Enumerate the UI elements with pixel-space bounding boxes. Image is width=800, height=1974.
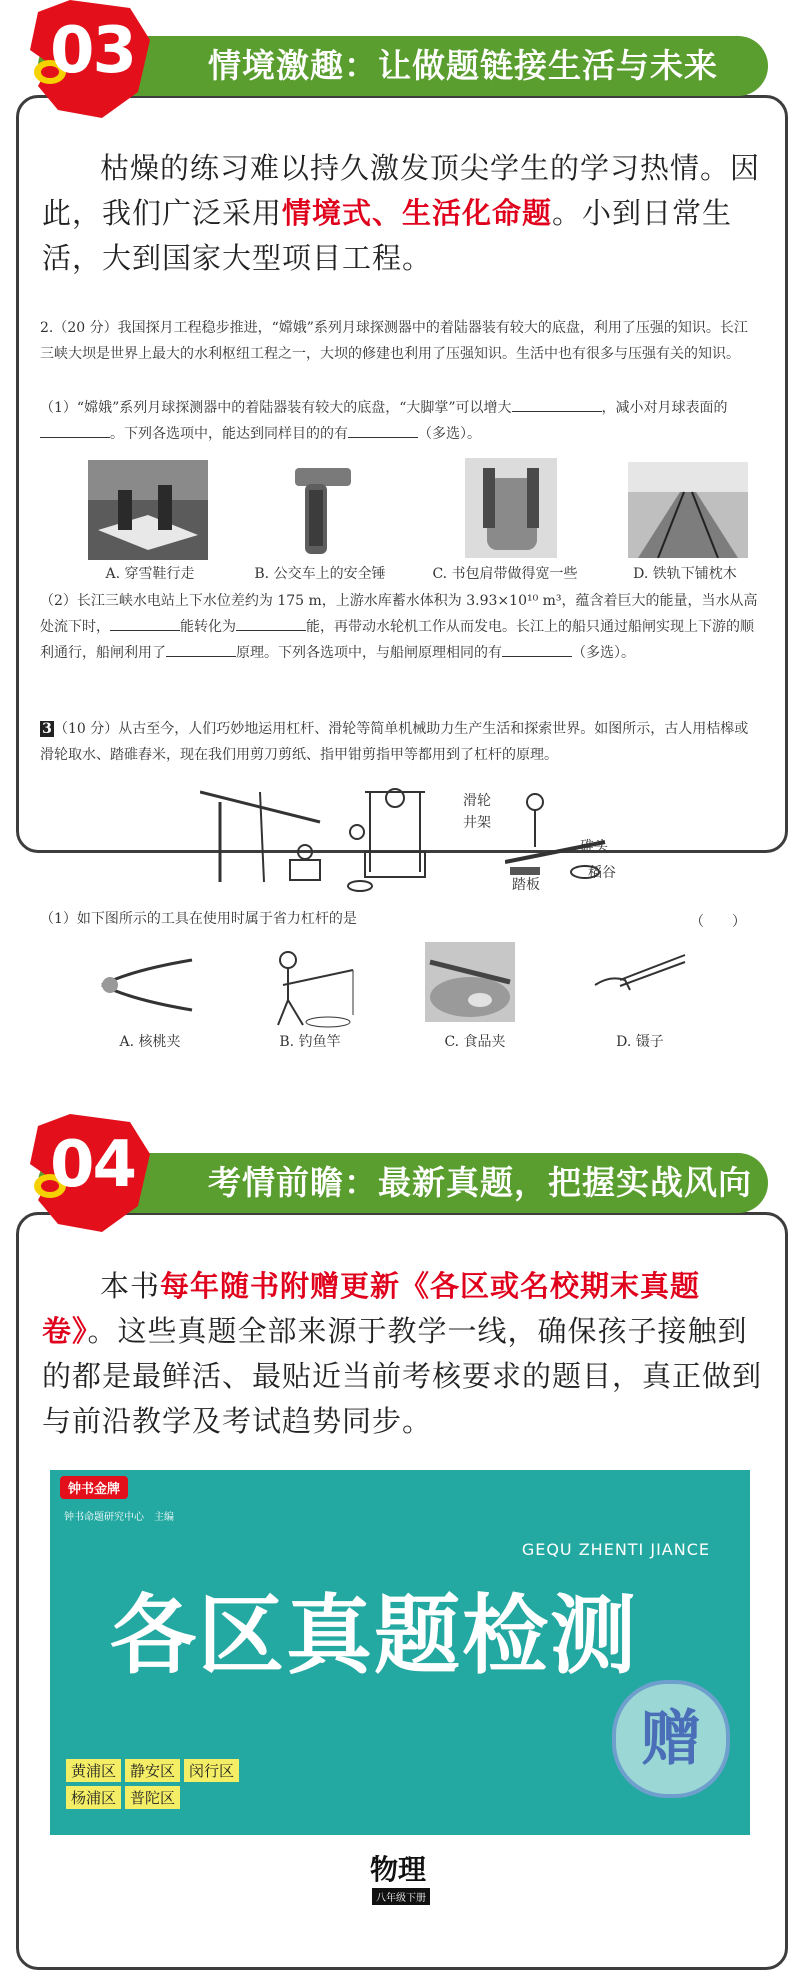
pulley-well-illustration [345, 782, 455, 894]
book-pinyin: GEQU ZHENTI JIANCE [521, 1540, 710, 1559]
food-tongs-photo [425, 942, 515, 1022]
section-03-number: 03 [50, 14, 136, 88]
book-grade: 八年级下册 [372, 1888, 430, 1905]
q2-sub1 [40, 395, 760, 447]
label-rice: 稻谷 [588, 865, 616, 881]
q3-option-c: C. 食品夹 [444, 1034, 506, 1050]
q2-sub1-text-a: （1）“嫦娥”系列月球探测器中的着陆器装有较大的底盘，“大脚掌”可以增大 [40, 400, 512, 416]
section-04-badge [10, 1114, 160, 1234]
snow-shoes-photo [88, 460, 208, 560]
safety-hammer-photo [285, 460, 365, 560]
nutcracker-illustration [92, 950, 202, 1020]
q3-number-box: 3 [40, 721, 54, 737]
book-cover [50, 1470, 750, 1835]
q3-intro-text: （10 分）从古至今，人们巧妙地运用杠杆、滑轮等简单机械助力生产生活和探索世界。如图所示，古人用桔槔或滑轮取水、踏碓舂米，现在我们用剪刀剪纸、指甲钳剪指甲等都用到了杠杆的原理。 [40, 721, 749, 763]
section-04-title: 考情前瞻：最新真题，把握实战风向 [208, 1163, 752, 1202]
district-tag: 杨浦区 [66, 1786, 121, 1809]
q2-sub2-text-e: （多选）。 [572, 645, 635, 661]
q3-sub1-text: （1）如下图所示的工具在使用时属于省力杠杆的是 [40, 911, 357, 927]
q3-option-b: B. 钓鱼竿 [279, 1034, 341, 1050]
q2-option-a: A. 穿雪鞋行走 [105, 566, 195, 582]
q2-sub2-text-a: （2）长江三峡水电站上下水位差约为 175 m，上游水库蓄水体积为 3.93×10¹⁰ m³，蕴含着巨大的能量，当水从高处流下时， [40, 593, 758, 635]
answer-blank[interactable] [236, 616, 306, 631]
section-04-number: 04 [50, 1128, 136, 1202]
q3-intro [40, 716, 760, 768]
label-pulley: 滑轮 [463, 793, 491, 809]
book-editor: 钟书命题研究中心 主编 [64, 1512, 174, 1523]
district-tag: 闵行区 [184, 1759, 239, 1782]
brand-logo [60, 1476, 128, 1499]
book-title: 各区真题检测 [110, 1586, 638, 1686]
lead-text: 本书 [100, 1269, 161, 1303]
lead-highlight: 情境式、生活化命题 [282, 196, 553, 230]
q2-sub2-text-c: 能，再带动水轮机工作从而发电。长江上的船只通过船闸实现上下游的顺利通行，船闸利用了 [40, 619, 754, 661]
district-tag: 普陀区 [125, 1786, 180, 1809]
section-03-badge [10, 0, 160, 120]
answer-blank[interactable] [348, 423, 418, 438]
gift-stamp-text: 赠 [641, 1704, 701, 1774]
q2-option-c: C. 书包肩带做得宽一些 [432, 566, 578, 582]
section-03-lead [42, 146, 762, 281]
book-subject: 物理 [370, 1853, 427, 1886]
q3-option-d: D. 镊子 [616, 1034, 664, 1050]
section-03-title: 情境激趣：让做题链接生活与未来 [208, 46, 718, 85]
q3-answer-paren[interactable]: （ ） [690, 914, 746, 930]
q2-sub2-text-d: 原理。下列各选项中，与船闸原理相同的有 [236, 645, 502, 661]
label-pestle-head: 碓头 [580, 839, 608, 855]
answer-blank[interactable] [512, 397, 602, 412]
q2-option-d: D. 铁轨下铺枕木 [633, 566, 737, 582]
tweezers-illustration [590, 950, 690, 1020]
q2-sub1-text-d: （多选）。 [418, 426, 481, 442]
label-well-frame: 井架 [463, 815, 491, 831]
gift-stamp [612, 1680, 730, 1798]
lead-highlight: 每年随书附赠更新《各区或名校期末真题卷》 [42, 1269, 701, 1348]
section-04-lead [42, 1264, 762, 1444]
answer-blank[interactable] [40, 423, 110, 438]
railway-sleepers-photo [628, 462, 748, 558]
answer-blank[interactable] [502, 642, 572, 657]
district-tag: 静安区 [125, 1759, 180, 1782]
q3-option-a: A. 核桃夹 [119, 1034, 181, 1050]
shadoof-illustration [200, 782, 330, 892]
answer-blank[interactable] [110, 616, 180, 631]
q2-sub1-text-c: 。下列各选项中，能达到同样目的的有 [110, 426, 348, 442]
school-bag-photo [465, 458, 557, 558]
q2-intro-text: 2.（20 分）我国探月工程稳步推进，“嫦娥”系列月球探测器中的着陆器装有较大的底盘，利用了压强的知识。长江三峡大坝是世界上最大的水利枢纽工程之一，大坝的修建也利用了压强知识。生活中也有很多与压强有关的知识。 [40, 320, 748, 362]
q2-option-b: B. 公交车上的安全锤 [254, 566, 386, 582]
lead-text-end: 。这些真题全部来源于教学一线，确保孩子接触到的都是最鲜活、最贴近当前考核要求的题目，真正做到与前沿教学及考试趋势同步。 [42, 1314, 763, 1438]
fishing-rod-illustration [258, 940, 358, 1030]
q3-sub1 [40, 906, 760, 932]
q2-intro [40, 315, 760, 367]
q2-sub1-text-b: ，减小对月球表面的 [601, 400, 728, 416]
lead-text: 枯燥的练习难以持久激发顶尖学生的学习热情。因此，我们广泛采用 [42, 151, 761, 230]
district-tag: 黄浦区 [66, 1759, 121, 1782]
answer-blank[interactable] [166, 642, 236, 657]
brand-text: 钟书金牌 [68, 1482, 121, 1497]
q2-sub2-text-b: 能转化为 [180, 619, 236, 635]
lead-text-end: 。小到日常生活，大到国家大型项目工程。 [42, 196, 733, 275]
label-pedal: 踏板 [512, 877, 540, 893]
q2-sub2 [40, 588, 760, 666]
district-tags [66, 1757, 296, 1811]
